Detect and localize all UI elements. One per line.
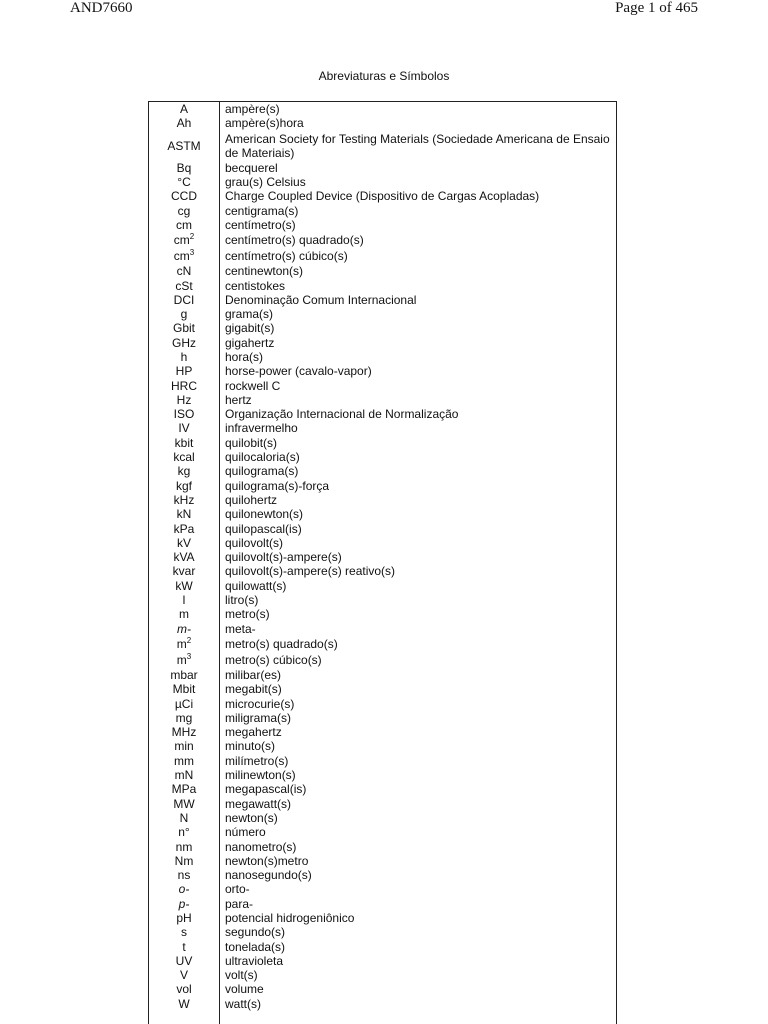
symbol-text: DCI xyxy=(173,292,195,307)
symbol-cell xyxy=(149,868,219,882)
definition-cell xyxy=(219,175,616,189)
definition-cell xyxy=(219,393,616,407)
symbol-superscript: 2 xyxy=(189,232,195,242)
definition-text: quilovolt(s)-ampere(s) reativo(s) xyxy=(225,564,396,579)
definition-cell xyxy=(219,839,616,853)
definition-cell xyxy=(219,997,616,1011)
definition-text: watt(s) xyxy=(225,996,261,1011)
symbol-text: t xyxy=(182,939,186,954)
definition-text: nanosegundo(s) xyxy=(225,868,312,883)
symbol-text: ISO xyxy=(173,407,195,422)
symbol-cell xyxy=(149,550,219,564)
symbol-cell xyxy=(149,203,219,217)
definition-cell xyxy=(219,550,616,564)
definition-text: quilograma(s) xyxy=(225,464,299,479)
definition-text: quilobit(s) xyxy=(225,435,278,450)
definition-text: ampère(s) xyxy=(225,102,280,117)
definition-cell xyxy=(219,293,616,307)
definition-text: potencial hidrogeniônico xyxy=(225,910,355,925)
symbol-text: s xyxy=(181,925,187,940)
symbol-text: Bq xyxy=(176,160,192,175)
definition-cell xyxy=(219,336,616,350)
definition-cell xyxy=(219,536,616,550)
definition-cell xyxy=(219,968,616,982)
definition-text: centinewton(s) xyxy=(225,264,304,279)
symbol-cell xyxy=(149,954,219,968)
definition-cell xyxy=(219,232,616,248)
symbol-cell xyxy=(149,232,219,248)
page-number: Page 1 of 465 xyxy=(615,0,698,16)
definition-cell xyxy=(219,131,616,161)
symbol-cell xyxy=(149,116,219,130)
symbol-cell xyxy=(149,350,219,364)
definition-cell xyxy=(219,897,616,911)
symbol-text: kcal xyxy=(173,450,195,465)
symbol-text: MPa xyxy=(171,782,197,797)
symbol-cell xyxy=(149,839,219,853)
symbol-cell xyxy=(149,189,219,203)
definition-text: quilopascal(is) xyxy=(225,521,302,536)
symbol-cell xyxy=(149,882,219,896)
symbol-cell xyxy=(149,911,219,925)
symbol-cell xyxy=(149,364,219,378)
symbol-text: Gbit xyxy=(172,321,195,336)
symbol-cell xyxy=(149,479,219,493)
definition-text: centímetro(s) xyxy=(225,217,296,232)
definition-cell xyxy=(219,521,616,535)
symbol-text: Ah xyxy=(176,116,192,131)
symbol-cell xyxy=(149,579,219,593)
definition-text: tonelada(s) xyxy=(225,939,286,954)
definition-cell xyxy=(219,364,616,378)
symbol-text: HP xyxy=(175,364,193,379)
symbol-cell xyxy=(149,536,219,550)
symbol-text: kVA xyxy=(173,550,195,565)
definition-text: rockwell C xyxy=(225,378,281,393)
definition-text: segundo(s) xyxy=(225,925,286,940)
symbol-superscript: 3 xyxy=(186,651,192,661)
definition-text: centigrama(s) xyxy=(225,203,299,218)
page-title: Abreviaturas e Símbolos xyxy=(318,69,450,83)
definition-text: meta- xyxy=(225,621,256,636)
symbol-text: Nm xyxy=(174,853,194,868)
symbol-cell xyxy=(149,307,219,321)
definition-cell xyxy=(219,378,616,392)
definition-cell xyxy=(219,218,616,232)
definition-text: hertz xyxy=(225,392,252,407)
symbol-superscript: 3 xyxy=(189,248,195,258)
symbol-text: kV xyxy=(176,535,191,550)
symbol-cell xyxy=(149,293,219,307)
definition-cell xyxy=(219,479,616,493)
definition-cell xyxy=(219,421,616,435)
definition-text: quilovolt(s) xyxy=(225,535,284,550)
symbol-cell xyxy=(149,564,219,578)
symbol-text: m xyxy=(179,607,189,622)
abbreviations-table-frame xyxy=(148,101,617,1024)
definition-text: newton(s)metro xyxy=(225,853,309,868)
symbol-text: ns xyxy=(177,868,191,883)
symbol-text: W xyxy=(178,996,190,1011)
symbol-cell xyxy=(149,264,219,278)
definition-cell xyxy=(219,711,616,725)
symbol-cell xyxy=(149,436,219,450)
symbol-text: m xyxy=(176,652,187,667)
definition-text: centistokes xyxy=(225,278,286,293)
definition-cell xyxy=(219,925,616,939)
definition-cell xyxy=(219,954,616,968)
definition-cell xyxy=(219,696,616,710)
symbol-cell xyxy=(149,102,219,116)
symbol-cell xyxy=(149,278,219,292)
definition-text: volt(s) xyxy=(225,968,258,983)
definition-cell xyxy=(219,203,616,217)
definition-text: para- xyxy=(225,896,254,911)
definition-cell xyxy=(219,939,616,953)
definition-cell xyxy=(219,622,616,636)
definition-cell xyxy=(219,102,616,116)
symbol-cell xyxy=(149,507,219,521)
symbol-text: Hz xyxy=(176,392,192,407)
definition-cell xyxy=(219,350,616,364)
definition-text: quilohertz xyxy=(225,492,278,507)
symbol-text: MHz xyxy=(171,725,197,740)
definition-cell xyxy=(219,564,616,578)
definition-text: centímetro(s) quadrado(s) xyxy=(225,233,364,248)
definition-text: nanometro(s) xyxy=(225,839,297,854)
definition-cell xyxy=(219,854,616,868)
definition-text: volume xyxy=(225,982,264,997)
symbol-cell xyxy=(149,782,219,796)
symbol-text: o- xyxy=(178,882,190,897)
symbol-cell xyxy=(149,175,219,189)
definition-cell xyxy=(219,278,616,292)
symbol-text: pH xyxy=(176,910,192,925)
definition-cell xyxy=(219,507,616,521)
symbol-cell xyxy=(149,622,219,636)
definition-text: ampère(s)hora xyxy=(225,116,304,131)
symbol-cell xyxy=(149,131,219,161)
symbol-cell xyxy=(149,464,219,478)
symbol-cell xyxy=(149,768,219,782)
symbol-cell xyxy=(149,711,219,725)
definition-text: quilocaloria(s) xyxy=(225,450,300,465)
symbol-text: kN xyxy=(176,507,192,522)
definition-cell xyxy=(219,464,616,478)
definition-cell xyxy=(219,593,616,607)
definition-cell xyxy=(219,407,616,421)
symbol-cell xyxy=(149,248,219,264)
definition-text: metro(s) quadrado(s) xyxy=(225,636,338,651)
definition-cell xyxy=(219,868,616,882)
symbol-text: kHz xyxy=(173,492,195,507)
definition-text: newton(s) xyxy=(225,810,278,825)
definition-cell xyxy=(219,796,616,810)
definition-cell xyxy=(219,607,616,621)
symbol-cell xyxy=(149,321,219,335)
symbol-text: IV xyxy=(178,421,190,436)
definition-cell xyxy=(219,911,616,925)
definition-text: centímetro(s) cúbico(s) xyxy=(225,249,348,264)
definition-text: quilowatt(s) xyxy=(225,578,287,593)
symbol-text: Mbit xyxy=(172,682,196,697)
document-id: AND7660 xyxy=(70,0,133,16)
symbol-text: CCD xyxy=(171,189,197,204)
definition-cell xyxy=(219,636,616,652)
symbol-text: GHz xyxy=(172,335,196,350)
definition-text: hora(s) xyxy=(225,350,264,364)
symbol-text: n° xyxy=(178,825,190,840)
symbol-cell xyxy=(149,593,219,607)
definition-cell xyxy=(219,668,616,682)
symbol-text: kbit xyxy=(174,435,194,450)
symbol-cell xyxy=(149,696,219,710)
symbol-cell xyxy=(149,939,219,953)
definition-text: grau(s) Celsius xyxy=(225,175,306,190)
definition-cell xyxy=(219,811,616,825)
symbol-text: g xyxy=(180,307,188,322)
definition-text: quilograma(s)-força xyxy=(225,478,330,493)
symbol-cell xyxy=(149,607,219,621)
definition-text: megabit(s) xyxy=(225,682,282,697)
symbol-text: A xyxy=(179,102,188,117)
symbol-text: MW xyxy=(173,796,195,811)
symbol-cell xyxy=(149,725,219,739)
symbol-text: cSt xyxy=(175,278,193,293)
definition-text: litro(s) xyxy=(225,593,259,608)
symbol-cell xyxy=(149,407,219,421)
definition-cell xyxy=(219,982,616,996)
symbol-cell xyxy=(149,682,219,696)
definition-cell xyxy=(219,264,616,278)
definition-cell xyxy=(219,739,616,753)
symbol-text: cg xyxy=(177,203,191,218)
symbol-text: p- xyxy=(178,896,190,911)
symbol-text: cN xyxy=(176,264,192,279)
symbol-cell xyxy=(149,652,219,668)
definition-text: gigabit(s) xyxy=(225,321,275,336)
symbol-text: h xyxy=(180,350,188,364)
symbol-cell xyxy=(149,218,219,232)
definition-cell xyxy=(219,436,616,450)
symbol-cell xyxy=(149,796,219,810)
symbol-text: ASTM xyxy=(167,138,201,153)
symbol-cell xyxy=(149,636,219,652)
definition-text: milímetro(s) xyxy=(225,753,289,768)
symbol-cell xyxy=(149,493,219,507)
definition-text: megawatt(s) xyxy=(225,796,292,811)
symbol-text: °C xyxy=(177,175,191,190)
symbol-text: cm xyxy=(173,249,190,264)
symbol-cell xyxy=(149,825,219,839)
symbol-text: µCi xyxy=(174,696,194,711)
definition-cell xyxy=(219,248,616,264)
symbol-text: vol xyxy=(176,982,192,997)
definition-cell xyxy=(219,725,616,739)
definition-cell xyxy=(219,450,616,464)
definition-text: horse-power (cavalo-vapor) xyxy=(225,364,372,379)
symbol-cell xyxy=(149,811,219,825)
definition-cell xyxy=(219,754,616,768)
definition-cell xyxy=(219,682,616,696)
symbol-text: m xyxy=(176,636,187,651)
definition-text: American Society for Testing Materials (Sociedade Americana de Ensaio de Materiais) xyxy=(225,131,610,160)
symbol-cell xyxy=(149,378,219,392)
symbol-cell xyxy=(149,393,219,407)
symbol-text: mm xyxy=(174,753,194,768)
symbol-text: N xyxy=(179,810,189,825)
symbol-text: V xyxy=(179,968,188,983)
definition-cell xyxy=(219,768,616,782)
symbol-text: kPa xyxy=(173,521,195,536)
definition-cell xyxy=(219,652,616,668)
definition-text: ultravioleta xyxy=(225,953,284,968)
definition-text: becquerel xyxy=(225,160,278,175)
definition-text: megapascal(is) xyxy=(225,782,307,797)
definition-cell xyxy=(219,825,616,839)
definition-cell xyxy=(219,161,616,175)
definition-cell xyxy=(219,493,616,507)
symbol-cell xyxy=(149,982,219,996)
definition-text: milibar(es) xyxy=(225,667,282,682)
symbol-cell xyxy=(149,521,219,535)
symbol-text: min xyxy=(174,739,194,754)
definition-text: Charge Coupled Device (Dispositivo de Cargas Acopladas) xyxy=(225,189,540,204)
symbol-cell xyxy=(149,421,219,435)
symbol-text: kW xyxy=(175,578,193,593)
column-divider xyxy=(219,102,220,1024)
symbol-cell xyxy=(149,997,219,1011)
symbol-text: UV xyxy=(175,953,193,968)
definition-cell xyxy=(219,882,616,896)
definition-cell xyxy=(219,307,616,321)
definition-text: quilonewton(s) xyxy=(225,507,304,522)
symbol-cell xyxy=(149,668,219,682)
definition-text: megahertz xyxy=(225,725,282,740)
definition-text: minuto(s) xyxy=(225,739,276,754)
symbol-cell xyxy=(149,897,219,911)
definition-text: milinewton(s) xyxy=(225,768,296,783)
definition-text: Organização Internacional de Normalização xyxy=(225,407,459,422)
definition-text: quilovolt(s)-ampere(s) xyxy=(225,550,342,565)
symbol-cell xyxy=(149,161,219,175)
definition-cell xyxy=(219,782,616,796)
definition-cell xyxy=(219,579,616,593)
symbol-text: mbar xyxy=(170,667,198,682)
symbol-text: kgf xyxy=(175,478,192,493)
symbol-text: m- xyxy=(177,621,191,636)
symbol-text: HRC xyxy=(171,378,197,393)
symbol-cell xyxy=(149,925,219,939)
definition-text: grama(s) xyxy=(225,307,274,322)
symbol-text: mg xyxy=(175,710,193,725)
symbol-cell xyxy=(149,854,219,868)
definition-text: número xyxy=(225,825,266,840)
symbol-text: mN xyxy=(174,768,194,783)
symbol-text: kvar xyxy=(172,564,196,579)
symbol-cell xyxy=(149,336,219,350)
symbol-text: kg xyxy=(177,464,191,479)
symbol-text: cm xyxy=(173,233,190,248)
definition-text: metro(s) cúbico(s) xyxy=(225,652,322,667)
symbol-superscript: 2 xyxy=(186,635,192,645)
definition-text: gigahertz xyxy=(225,335,275,350)
symbol-cell xyxy=(149,754,219,768)
symbol-text: nm xyxy=(175,839,193,854)
definition-text: microcurie(s) xyxy=(225,696,295,711)
definition-text: miligrama(s) xyxy=(225,710,291,725)
definition-cell xyxy=(219,189,616,203)
symbol-cell xyxy=(149,968,219,982)
definition-text: infravermelho xyxy=(225,421,298,436)
symbol-cell xyxy=(149,739,219,753)
definition-cell xyxy=(219,321,616,335)
definition-text: Denominação Comum Internacional xyxy=(225,292,417,307)
symbol-cell xyxy=(149,450,219,464)
definition-text: metro(s) xyxy=(225,607,270,622)
definition-cell xyxy=(219,116,616,130)
definition-text: orto- xyxy=(225,882,250,897)
symbol-text: cm xyxy=(176,217,192,232)
symbol-text: l xyxy=(182,593,186,608)
